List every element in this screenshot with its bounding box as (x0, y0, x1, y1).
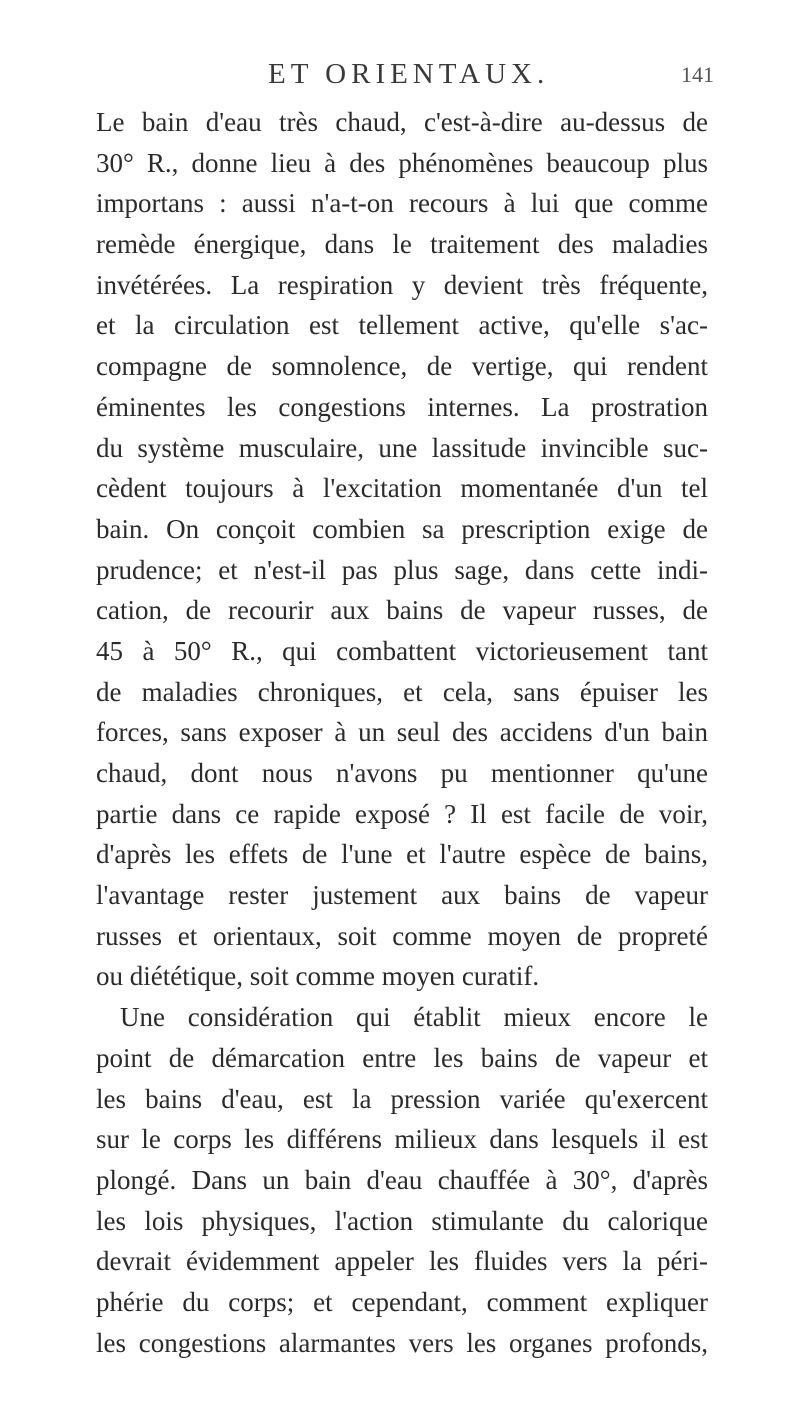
text-line: 30° R., donne lieu à des phénomènes beaucoup plus (96, 147, 708, 178)
text-line: point de démarcation entre les bains de vapeur et (96, 1042, 708, 1073)
text-line: les congestions alarmantes vers les organes profonds, (96, 1327, 708, 1358)
running-title: ET ORIENTAUX. (268, 58, 550, 90)
text-line: éminentes les congestions internes. La prostration (96, 391, 708, 422)
text-line: cèdent toujours à l'excitation momentanée d'un tel (96, 473, 708, 504)
text-line: bain. On conçoit combien sa prescription exige de (96, 513, 708, 544)
text-line: russes et orientaux, soit comme moyen de propreté (96, 920, 708, 951)
text-line: et la circulation est tellement active, qu'elle s'ac- (96, 310, 708, 341)
text-line: Le bain d'eau très chaud, c'est-à-dire au-dessus de (96, 107, 708, 137)
running-head (0, 58, 800, 98)
text-line: les lois physiques, l'action stimulante du calorique (96, 1205, 708, 1236)
text-line: compagne de somnolence, de vertige, qui rendent (96, 351, 708, 382)
text-line: prudence; et n'est-il pas plus sage, dans cette indi- (96, 554, 708, 585)
text-line: cation, de recourir aux bains de vapeur russes, de (96, 595, 708, 626)
text-line: l'avantage rester justement aux bains de vapeur (96, 880, 708, 911)
text-line: devrait évidemment appeler les fluides vers la péri- (96, 1246, 708, 1277)
text-line: ou diététique, soit comme moyen curatif. (96, 961, 540, 992)
text-line: remède énergique, dans le traitement des maladies (96, 229, 708, 260)
text-line: de maladies chroniques, et cela, sans épuiser les (96, 676, 708, 707)
body-text (96, 102, 708, 1363)
text-line: sur le corps les différens milieux dans lesquels il est (96, 1124, 708, 1155)
text-line: d'après les effets de l'une et l'autre espèce de bains, (96, 839, 708, 870)
text-line: invétérées. La respiration y devient très fréquente, (96, 269, 708, 300)
text-line: plongé. Dans un bain d'eau chauffée à 30°, d'après (96, 1164, 708, 1195)
text-line: Une considération qui établit mieux encore le (120, 1002, 708, 1033)
text-line: phérie du corps; et cependant, comment expliquer (96, 1286, 708, 1317)
text-line: partie dans ce rapide exposé ? Il est facile de voir, (96, 798, 708, 829)
text-line: les bains d'eau, est la pression variée qu'exercent (96, 1083, 708, 1114)
text-line: chaud, dont nous n'avons pu mentionner qu'une (96, 758, 708, 788)
text-line: 45 à 50° R., qui combattent victorieusement tant (96, 635, 708, 666)
text-line: forces, sans exposer à un seul des accidens d'un bain (96, 717, 708, 748)
page-number: 141 (681, 62, 714, 87)
text-line: du système musculaire, une lassitude invincible suc- (96, 432, 708, 463)
text-line: importans : aussi n'a-t-on recours à lui que comme (96, 188, 708, 219)
